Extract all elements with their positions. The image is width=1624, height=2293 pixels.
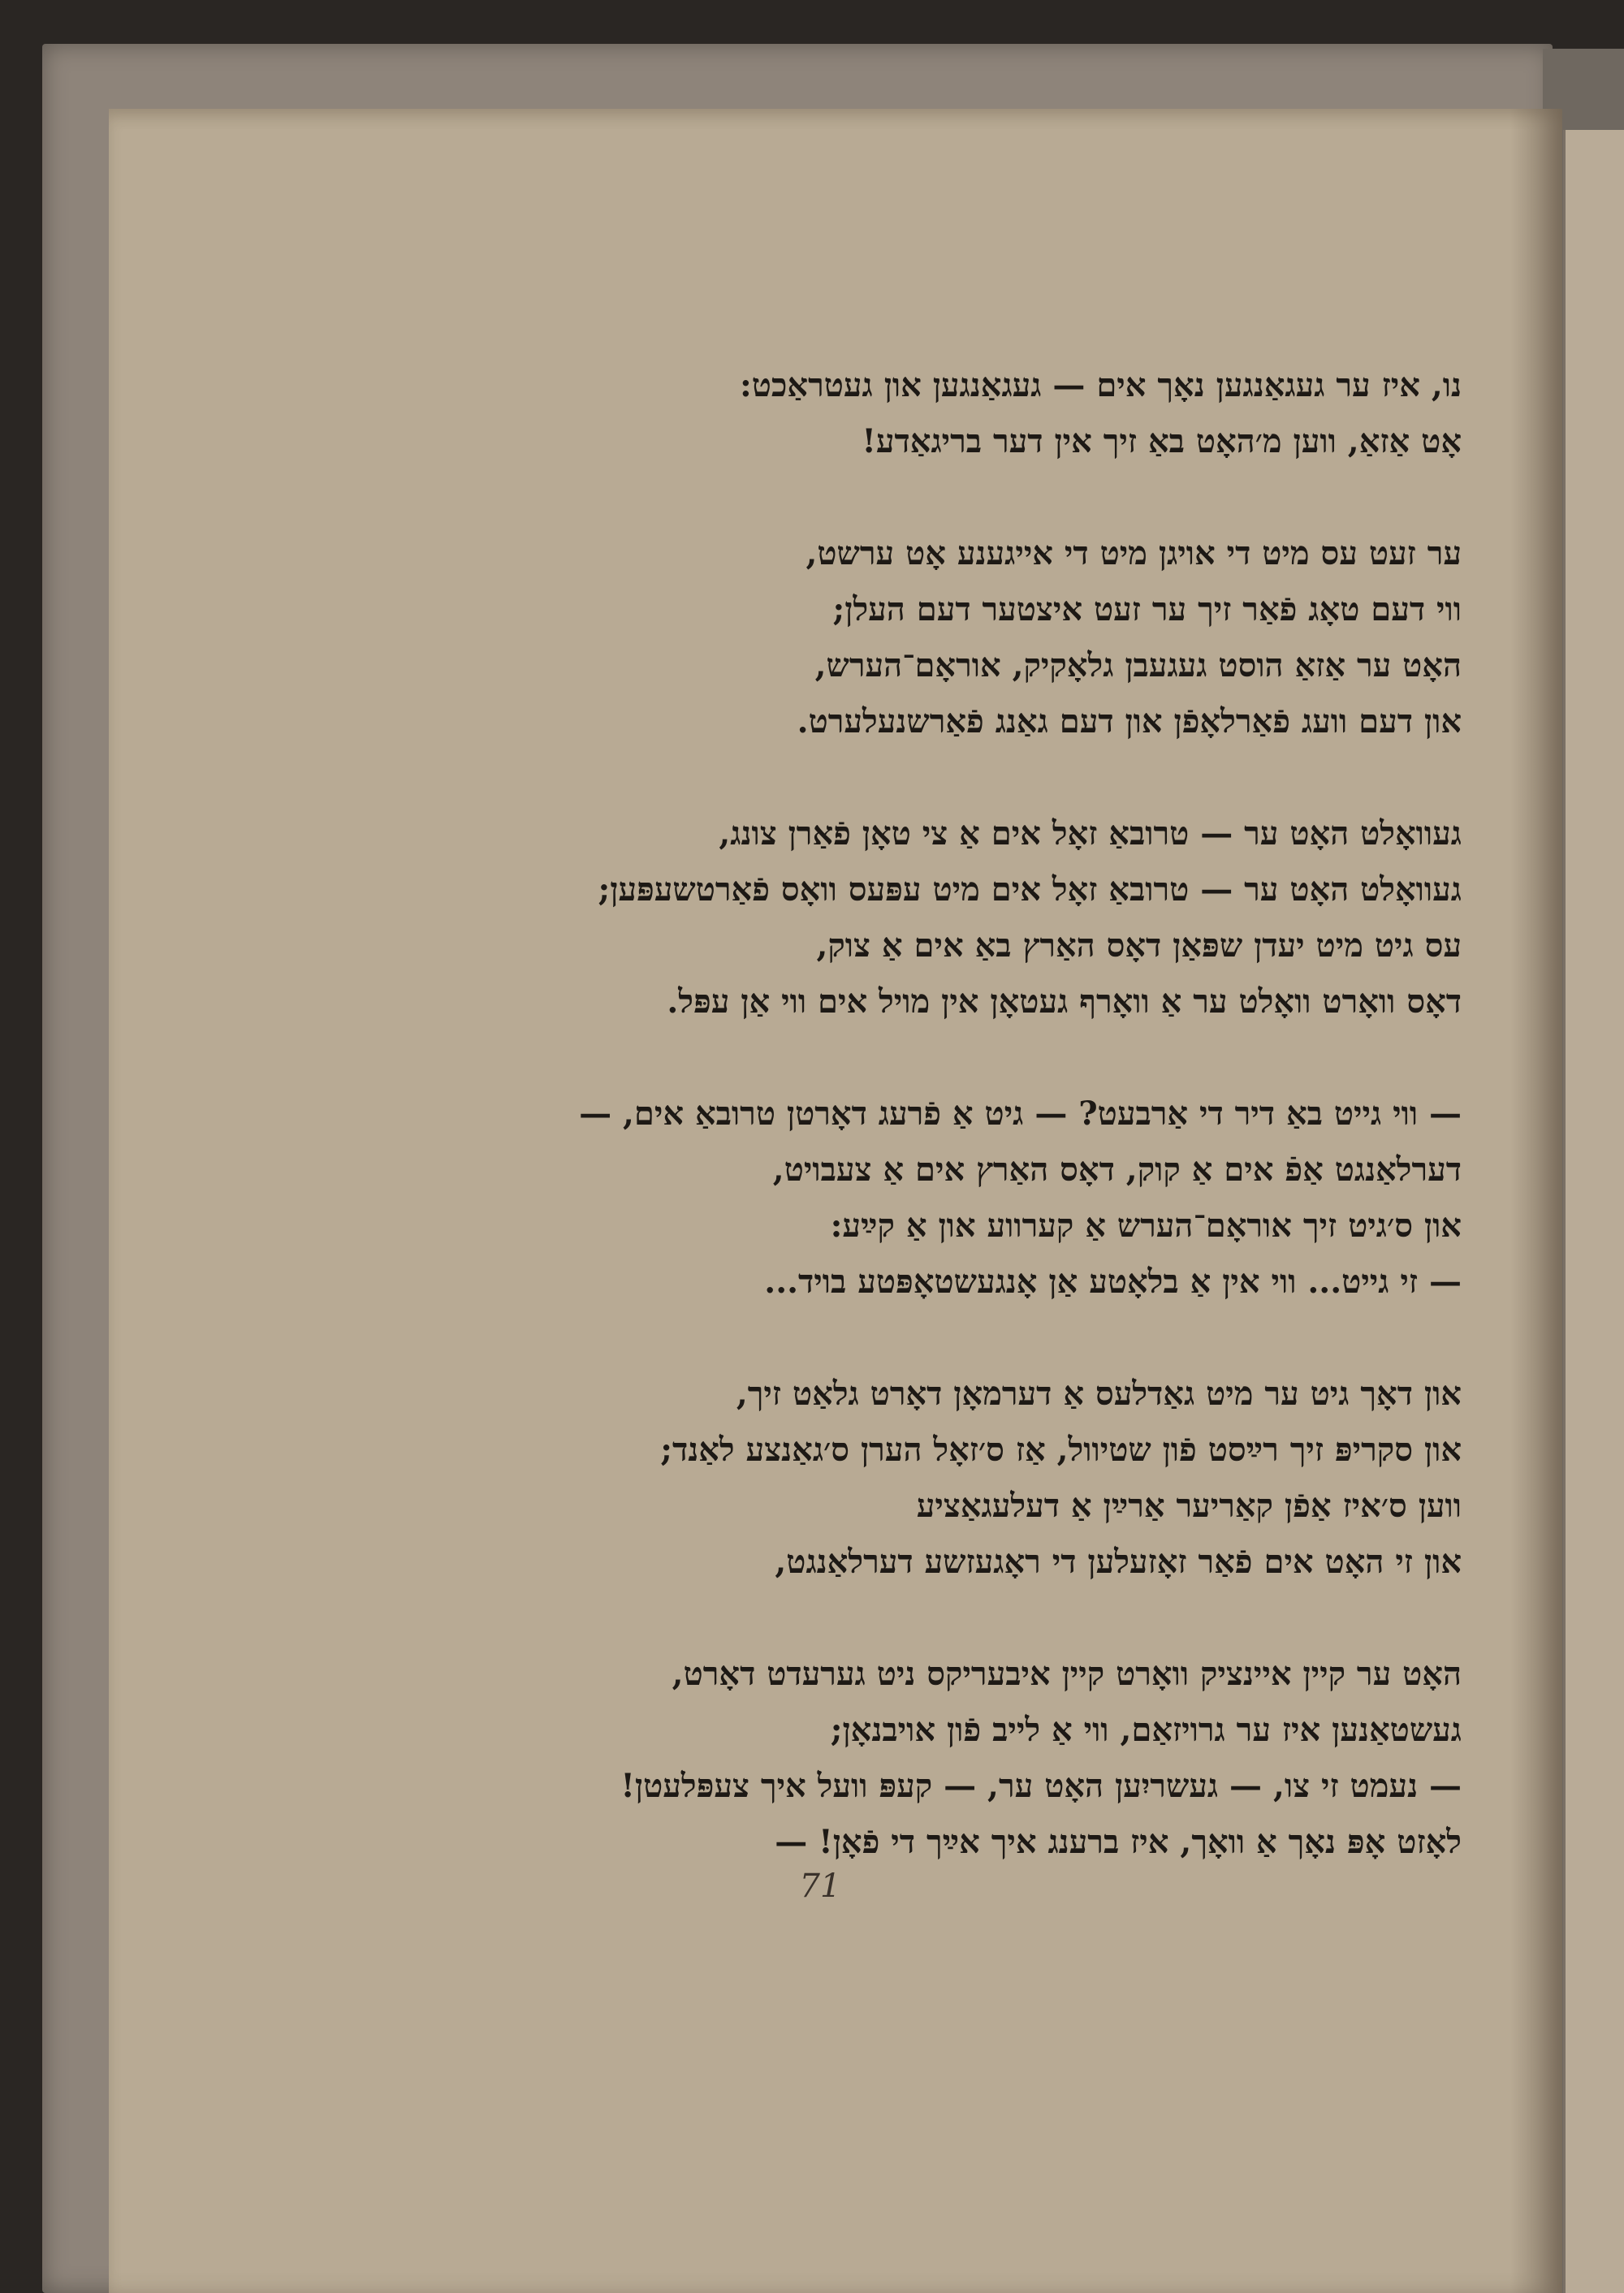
poem-line: און סקריפּ זיך רײַסט פֿון שטיוול, אַז ס׳זאָל הערן ס׳גאַנצע לאַנד; (660, 1431, 1462, 1469)
poem-line: דאָס וואָרט וואָלט ער אַ וואָרף געטאָן אין מויל אים ווי אַן עפּל. (667, 982, 1462, 1021)
poem-line: — זי גייט... ווי אין אַ בלאָטע אַן אָנגעשטאָפּטע בויד... (764, 1263, 1462, 1301)
poem-line: לאָזט אָפּ נאָך אַ וואָך, איז ברענג איך אײַך די פֿאָן! — (775, 1823, 1462, 1861)
poem-line: געוואָלט האָט ער — טרובאַ זאָל אים אַ צי טאָן פֿאַרן צונג, (719, 814, 1462, 853)
poem-line: אָט אַזאַ, ווען מ׳האָט באַ זיך אין דער בריגאַדע! (862, 422, 1462, 460)
facing-page-edge (1563, 130, 1624, 2293)
poem-line: געשטאַנען איז ער גרויזאַם, ווי אַ לייב פֿון אויבנאָן; (830, 1711, 1462, 1749)
poem-line: און ס׳גיט זיך אוראָם־הערש אַ קערווע און אַ קײַע: (830, 1207, 1462, 1245)
stanza-4 (268, 1086, 1462, 1310)
poem-line: ווען ס׳איז אַפֿן קאַריער אַרײַן אַ דעלעגאַציע (916, 1487, 1462, 1525)
poem-line: און דעם וועג פֿאַרלאָפֿן און דעם גאַנג פֿאַרשנעלערט. (797, 702, 1462, 741)
stanza-2 (268, 525, 1462, 749)
page-gutter-shadow (1510, 109, 1562, 2293)
poem-line: ווי דעם טאָג פֿאַר זיך ער זעט איצטער דעם העלן; (832, 590, 1462, 628)
poem-line: נו, איז ער געגאַנגען נאָך אים — געגאַנגען און געטראַכט: (739, 366, 1462, 404)
stanza-5 (268, 1366, 1462, 1590)
poem-line: — ווי גייט באַ דיר די אַרבעט? — גיט אַ פֿרעג דאָרטן טרובאַ אים, — (579, 1095, 1462, 1133)
stanza-6 (268, 1646, 1462, 1870)
poem-line: געוואָלט האָט ער — טרובאַ זאָל אים מיט עפּעס וואָס פֿאַרטשעפּען; (598, 870, 1462, 909)
poem-line: — נעמט זי צו, — געשריִען האָט ער, — קעפּ וועל איך צעפּלעטן! (620, 1767, 1462, 1805)
poem-line: האָט ער אַזאַ הוסט געגעבן גלאָקיק, אוראָם־הערש, (814, 646, 1462, 684)
stanza-1 (268, 357, 1462, 469)
poem-line: האָט ער קיין איינציק וואָרט קיין איבעריקס ניט גערעדט דאָרט, (672, 1655, 1462, 1693)
poem-line: עס גיט מיט יעדן שפּאַן דאָס האַרץ באַ אים אַ צוק, (816, 926, 1462, 965)
stanza-3 (268, 805, 1462, 1030)
page-number: 71 (799, 1868, 841, 1905)
poem-line: ער זעט עס מיט די אויגן מיט די אייגענע אָט ערשט, (806, 534, 1462, 572)
poem-text (268, 357, 1462, 1870)
poem-line: דערלאַנגט אַפֿ אים אַ קוק, דאָס האַרץ אים אַ צעבויט, (772, 1151, 1462, 1189)
poem-line: און זי האָט אים פֿאַר זאָזעלען די ראָגעזשע דערלאַנגט, (775, 1543, 1462, 1581)
poem-line: און דאָך גיט ער מיט גאַדלעס אַ דערמאָן דאָרט גלאַט זיך, (736, 1375, 1462, 1413)
